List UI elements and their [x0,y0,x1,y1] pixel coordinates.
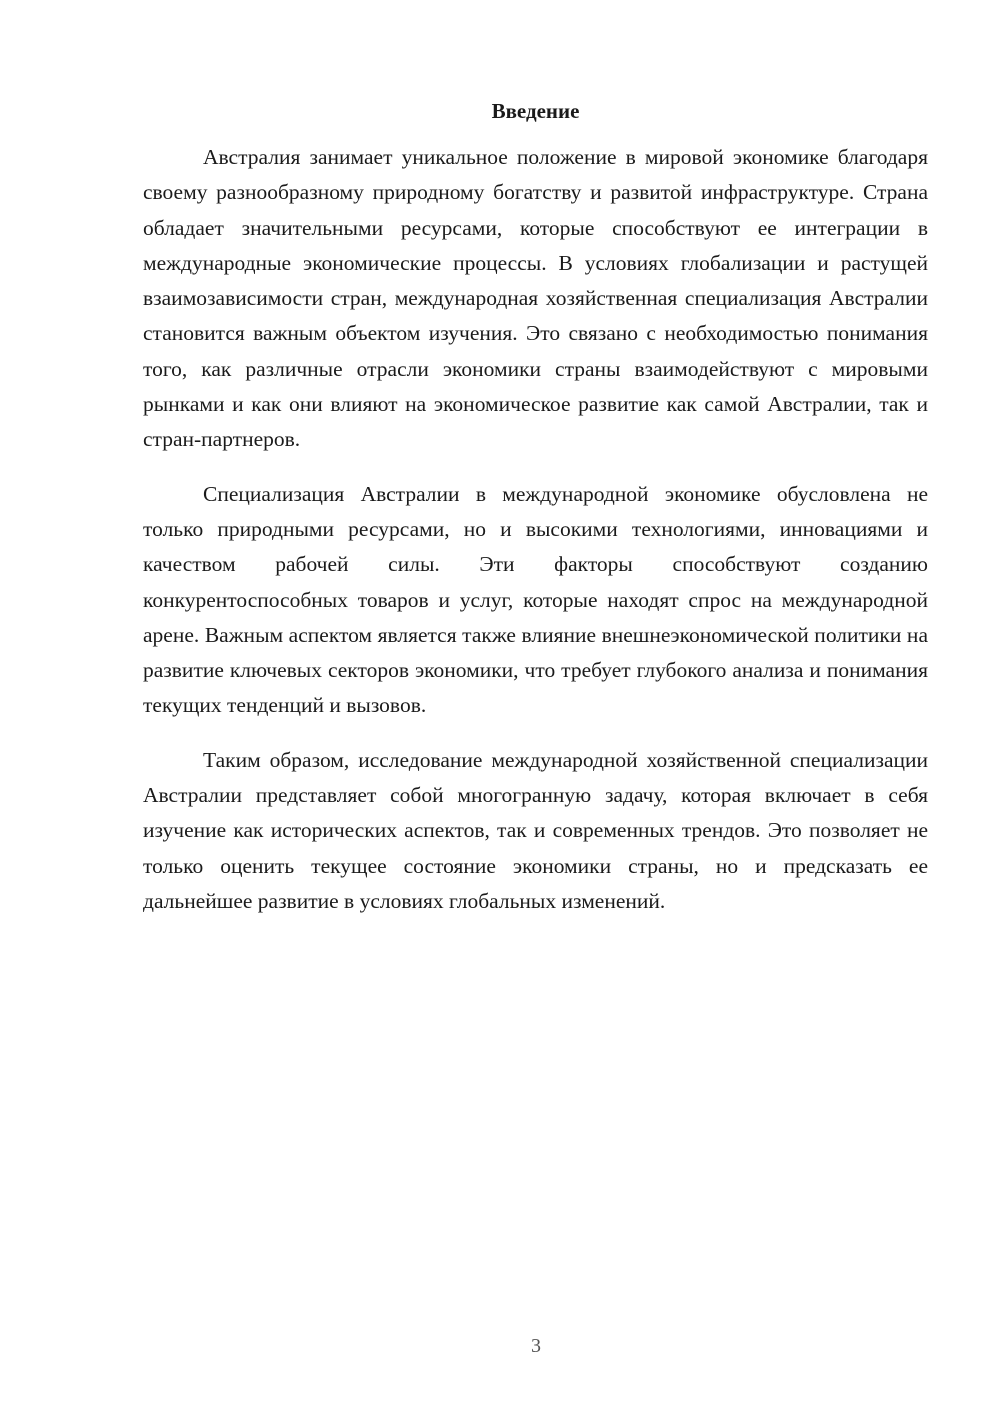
paragraph-2: Специализация Австралии в международной экономике обусловлена не только природными ресурсами, но и высокими технологиями, инновациями и качеством рабочей силы. Эти факторы способствуют созданию конкурентоспособных товаров и услуг, которые находят спрос на международной арене. Важным аспектом является также влияние внешнеэкономической политики на развитие ключевых секторов экономики, что требует глубокого анализа и понимания текущих тенденций и вызовов. [143,481,928,718]
paragraph-3: Таким образом, исследование международной хозяйственной специализации Австралии представляет собой многогранную задачу, которая включает в себя изучение как исторических аспектов, так и современных трендов. Это позволяет не только оценить текущее состояние экономики страны, но и предсказать ее дальнейшее развитие в условиях глобальных изменений. [143,747,928,913]
page-content [143,96,928,938]
paragraph-1: Австралия занимает уникальное положение в мировой экономике благодаря своему разнообразному природному богатству и развитой инфраструктуре. Страна обладает значительными ресурсами, которые способствуют ее интеграции в международные экономические процессы. В условиях глобализации и растущей взаимозависимости стран, международная хозяйственная специализация Австралии становится важным объектом изучения. Это связано с необходимостью понимания того, как различные отрасли экономики страны взаимодействуют с мировыми рынками и как они влияют на экономическое развитие как самой Австралии, так и стран-партнеров. [143,145,928,452]
page-number: 3 [531,1335,541,1357]
section-heading: Введение [491,99,580,123]
